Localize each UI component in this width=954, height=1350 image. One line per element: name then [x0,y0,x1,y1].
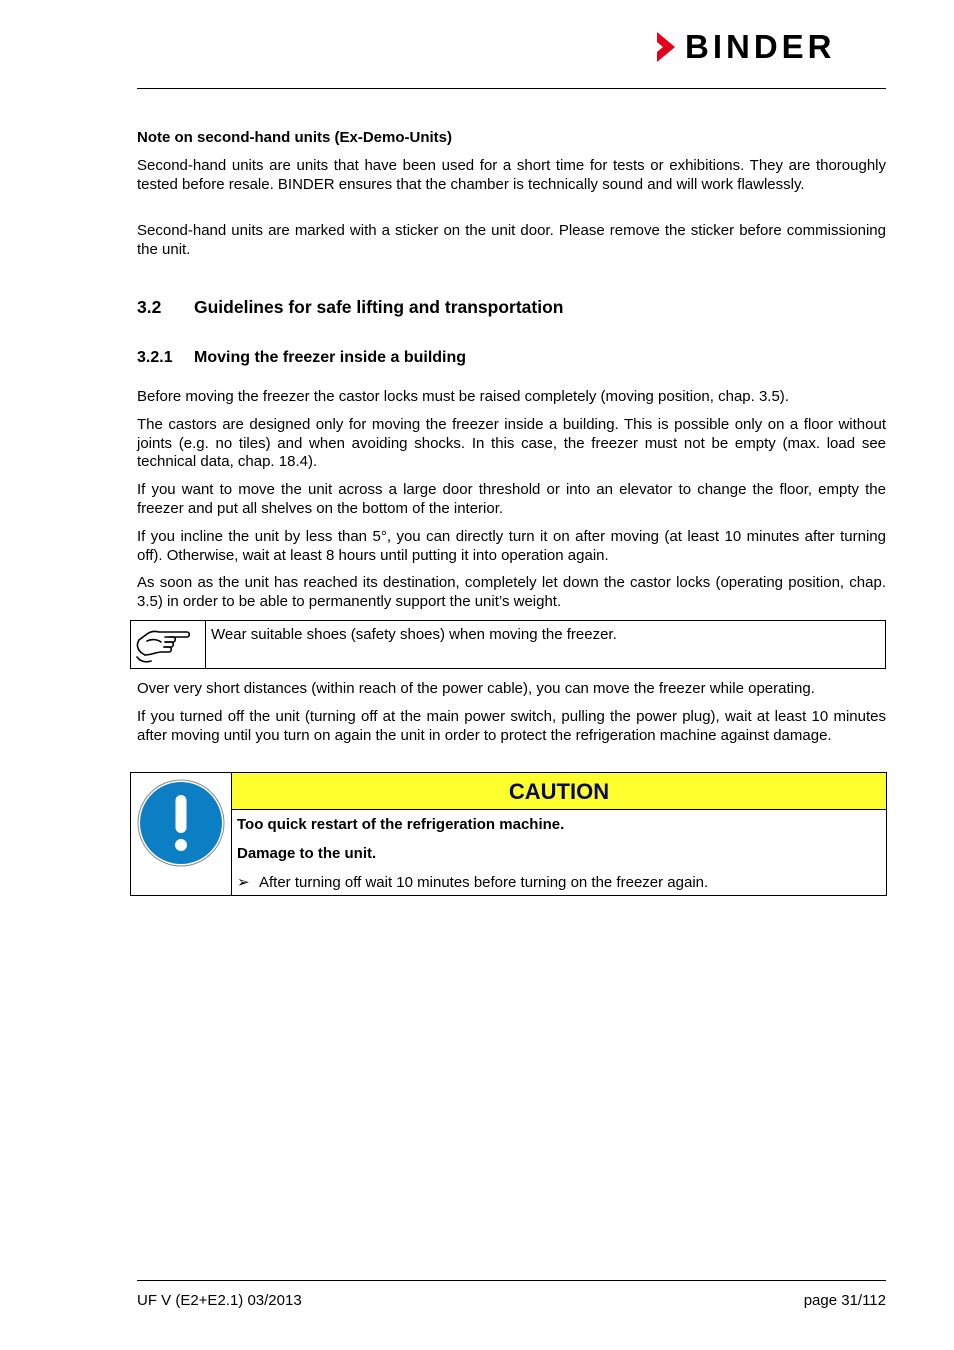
bullet-arrow-icon: ➢ [237,874,250,891]
note-text: Wear suitable shoes (safety shoes) when moving the freezer. [211,626,617,643]
binder-logo [655,30,887,64]
footer-rule [137,1280,886,1281]
exclamation-icon [131,773,231,895]
caution-bullet [237,873,708,891]
note-paragraph-2: Second-hand units are marked with a sticker on the unit door. Please remove the sticker before commissioning the unit. [137,222,886,258]
section-title: Guidelines for safe lifting and transportation [194,297,564,317]
footer-page-number: page 31/112 [803,1292,886,1309]
body-paragraph-3: If you want to move the unit across a large door threshold or into an elevator to change the floor, empty the freezer and put all shelves on the bottom of the interior. [137,481,886,517]
caution-icon-cell [131,773,232,895]
section-number: 3.2 [137,297,162,317]
brand-arrow-icon [655,30,685,64]
body-paragraph-7: If you turned off the unit (turning off at the main power switch, pulling the power plug), wait at least 10 minutes after moving until you turn on again the unit in order to protect the refrigeration machine against damage. [137,708,886,744]
caution-bullet-text: After turning off wait 10 minutes before turning on the freezer again. [259,874,709,891]
body-paragraph-1: Before moving the freezer the castor locks must be raised completely (moving position, chap. 3.5). [137,388,789,405]
caution-line-1: Too quick restart of the refrigeration machine. [237,816,565,833]
note-icon-cell [131,621,206,668]
subsection-number: 3.2.1 [137,349,173,366]
note-box [130,620,886,669]
caution-header: CAUTION [232,773,886,810]
note-paragraph-1: Second-hand units are units that have been used for a short time for tests or exhibitions. They are thoroughly tested before resale. BINDER ensures that the chamber is technically sound and will work flawlessly. [137,157,886,193]
body-paragraph-2: The castors are designed only for moving the freezer inside a building. This is possible only on a floor without joints (e.g. no tiles) and when avoiding shocks. In this case, the freezer must not be empty (max. load see technical data, chap. 18.4). [137,416,886,471]
subsection-title: Moving the freezer inside a building [194,349,467,366]
caution-line-2: Damage to the unit. [237,845,377,862]
subsection-heading [137,349,466,367]
caution-box [130,772,887,896]
body-paragraph-6: Over very short distances (within reach of the power cable), you can move the freezer while operating. [137,680,815,697]
body-paragraph-5: As soon as the unit has reached its destination, completely let down the castor locks (operating position, chap. 3.5) in order to be able to permanently support the unit’s weight. [137,574,886,610]
header-rule [137,88,886,89]
brand-name: BINDER [685,28,836,65]
pointing-hand-icon [131,621,205,668]
footer-doc-ref: UF V (E2+E2.1) 03/2013 [137,1292,302,1309]
body-paragraph-4: If you incline the unit by less than 5°, you can directly turn it on after moving (at least 10 minutes after turning off). Otherwise, wait at least 8 hours until putting it into operation again. [137,528,886,564]
section-heading [137,297,563,318]
note-title: Note on second-hand units (Ex-Demo-Units) [137,129,452,146]
